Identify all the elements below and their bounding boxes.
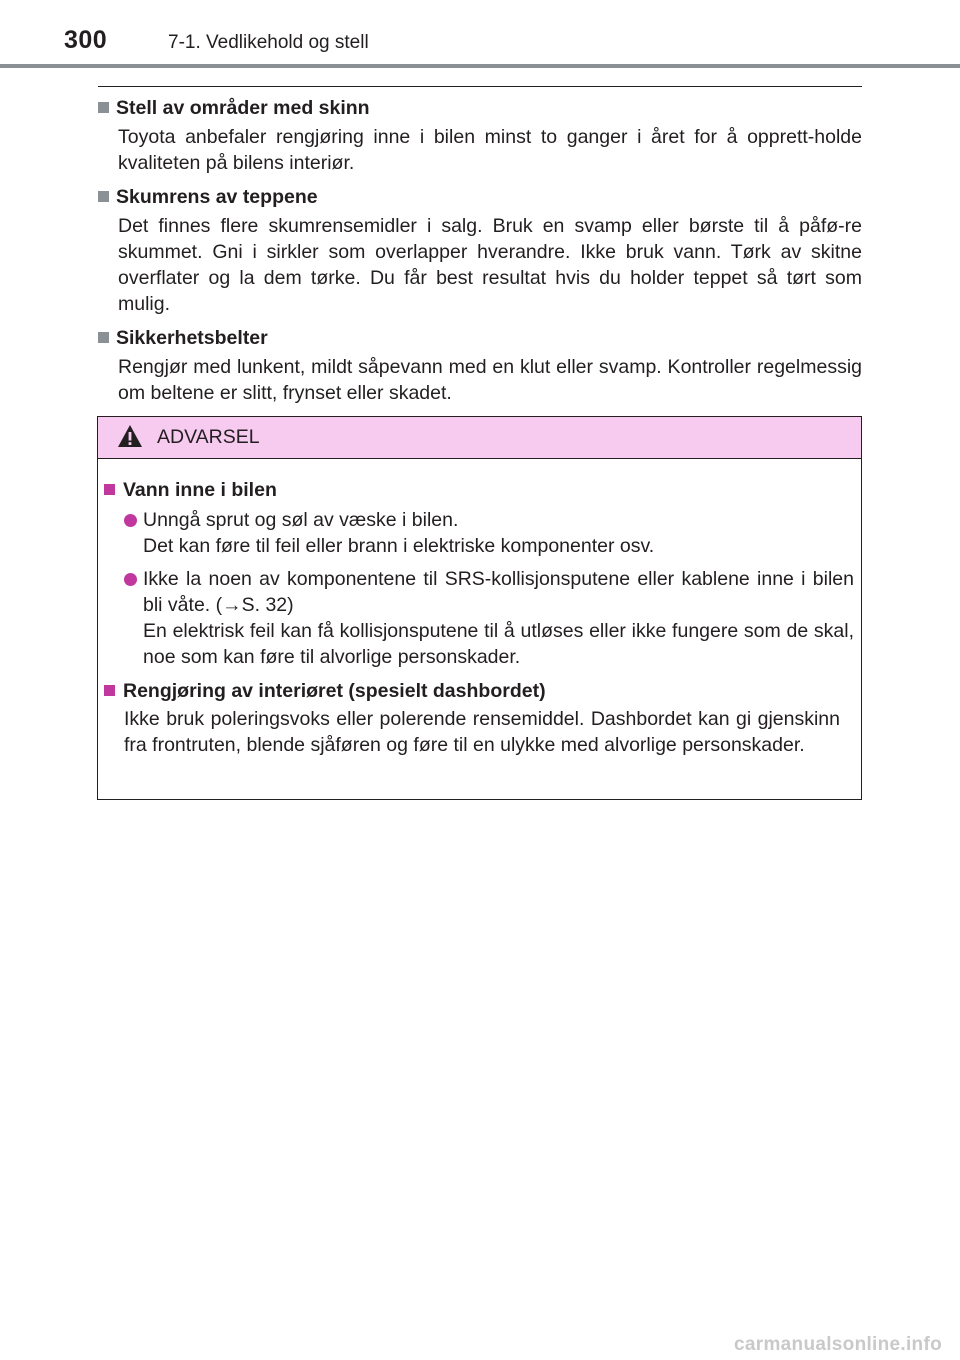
list-item — [124, 566, 854, 670]
warning-label: ADVARSEL — [157, 426, 260, 448]
warning-item-water — [104, 477, 854, 670]
section-heading: Skumrens av teppene — [98, 183, 862, 211]
square-bullet-icon — [98, 332, 109, 343]
section-heading: Stell av områder med skinn — [98, 94, 862, 122]
warning-item-heading: Rengjøring av interiøret (spesielt dashbordet) — [104, 678, 854, 704]
warning-item-interior-cleaning — [104, 678, 854, 758]
square-bullet-icon — [98, 191, 109, 202]
warning-triangle-icon — [118, 425, 142, 447]
section-carpet-foam-cleaning — [98, 183, 862, 317]
warning-item-heading: Vann inne i bilen — [104, 477, 854, 503]
warning-box — [97, 416, 862, 800]
main-content — [98, 94, 862, 406]
warning-header — [98, 417, 861, 459]
page-number: 300 — [64, 26, 108, 54]
section-text: Rengjør med lunkent, mildt såpevann med en klut eller svamp. Kontroller regelmessig om beltene er slitt, frynset eller skadet. — [118, 356, 862, 404]
square-bullet-icon — [104, 685, 115, 696]
section-text: Det finnes flere skumrensemidler i salg. Bruk en svamp eller børste til å påfø-re skummet. Gni i sirkler som overlapper hverandre. Ikke bruk vann. Tørk av skitne overflater og la dem tørke. Du får best resultat hvis du holder teppet så tørt som mulig. — [118, 215, 862, 315]
bullet-text: Ikke la noen av komponentene til SRS-kollisjonsputene eller kablene inne i bilen bli våte. (→S. 32) — [143, 568, 854, 616]
square-bullet-icon — [104, 484, 115, 495]
watermark: carmanualsonline.info — [734, 1334, 942, 1355]
warning-body — [104, 477, 854, 765]
warning-item-text: Ikke bruk poleringsvoks eller polerende rensemiddel. Dashbordet kan gi gjenskinn fra frontruten, blende sjåføren og føre til en ulykke med alvorlige personskader. — [124, 708, 840, 756]
section-leather-care — [98, 94, 862, 176]
header-rule — [0, 64, 960, 68]
section-seat-belts — [98, 324, 862, 406]
square-bullet-icon — [98, 102, 109, 113]
section-heading: Sikkerhetsbelter — [98, 324, 862, 352]
bullet-text: Unngå sprut og søl av væske i bilen. — [143, 509, 459, 531]
content-divider — [98, 86, 862, 87]
bullet-note: Det kan føre til feil eller brann i elektriske komponenter osv. — [143, 535, 655, 557]
list-item — [124, 507, 854, 559]
section-text: Toyota anbefaler rengjøring inne i bilen minst to ganger i året for å opprett-holde kvaliteten på bilens interiør. — [118, 126, 862, 174]
bullet-note: En elektrisk feil kan få kollisjonsputene til å utløses eller ikke fungere som de skal, noe som kan føre til alvorlige personskader. — [143, 620, 854, 668]
section-title: 7-1. Vedlikehold og stell — [168, 32, 369, 53]
round-bullet-icon — [124, 573, 137, 586]
page-header — [0, 0, 960, 68]
round-bullet-icon — [124, 514, 137, 527]
